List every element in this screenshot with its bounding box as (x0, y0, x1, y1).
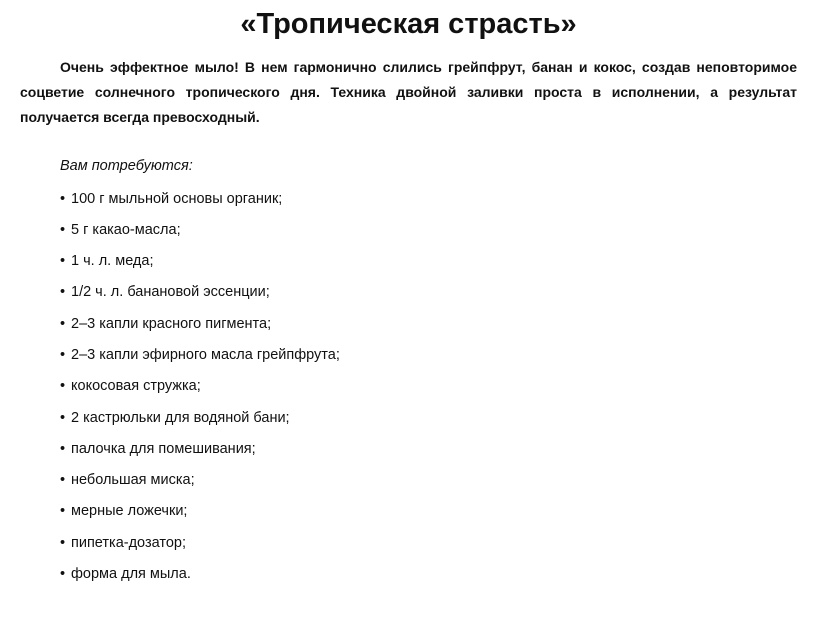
list-item-text: пипетка-дозатор; (71, 534, 186, 551)
intro-paragraph: Очень эффектное мыло! В нем гармонично слились грейпфрут, банан и кокос, создав неповторимое соцветие солнечного тропического дня. Техника двойной заливки проста в исполнении, а результат получается всегда превосходный. (20, 59, 797, 125)
list-item (60, 371, 340, 402)
list-item-text: 5 г какао-масла; (71, 221, 181, 238)
bullet-icon: • (60, 346, 66, 363)
list-item (60, 184, 340, 215)
list-item-text: форма для мыла. (71, 566, 191, 583)
list-item (60, 215, 340, 246)
list-item-text: небольшая миска; (71, 472, 195, 489)
bullet-icon: • (60, 534, 66, 551)
bullet-icon: • (60, 566, 66, 583)
bullet-icon: • (60, 315, 66, 332)
list-item (60, 246, 340, 277)
ingredients-list (60, 184, 340, 591)
bullet-icon: • (60, 472, 66, 489)
bullet-icon: • (60, 378, 66, 395)
list-item-text: палочка для помешивания; (71, 440, 256, 457)
list-item-text: 2 кастрюльки для водяной бани; (71, 409, 290, 426)
list-item-text: мерные ложечки; (71, 503, 188, 520)
bullet-icon: • (60, 409, 66, 426)
list-item-text: 2–3 капли эфирного масла грейпфрута; (71, 346, 340, 363)
list-item (60, 340, 340, 371)
list-item-text: 1/2 ч. л. банановой эссенции; (71, 284, 270, 301)
bullet-icon: • (60, 221, 66, 238)
bullet-icon: • (60, 284, 66, 301)
list-item (60, 559, 340, 590)
list-item (60, 528, 340, 559)
list-item (60, 309, 340, 340)
list-item (60, 465, 340, 496)
list-item-text: 1 ч. л. меда; (71, 253, 154, 270)
list-item (60, 496, 340, 527)
bullet-icon: • (60, 253, 66, 270)
list-item (60, 403, 340, 434)
list-item-text: 100 г мыльной основы органик; (71, 190, 283, 207)
list-item (60, 277, 340, 308)
bullet-icon: • (60, 503, 66, 520)
bullet-icon: • (60, 190, 66, 207)
list-item (60, 434, 340, 465)
bullet-icon: • (60, 440, 66, 457)
list-item-text: кокосовая стружка; (71, 378, 201, 395)
list-item-text: 2–3 капли красного пигмента; (71, 315, 272, 332)
needs-heading: Вам потребуются: (60, 158, 193, 174)
page-title: «Тропическая страсть» (240, 8, 577, 40)
